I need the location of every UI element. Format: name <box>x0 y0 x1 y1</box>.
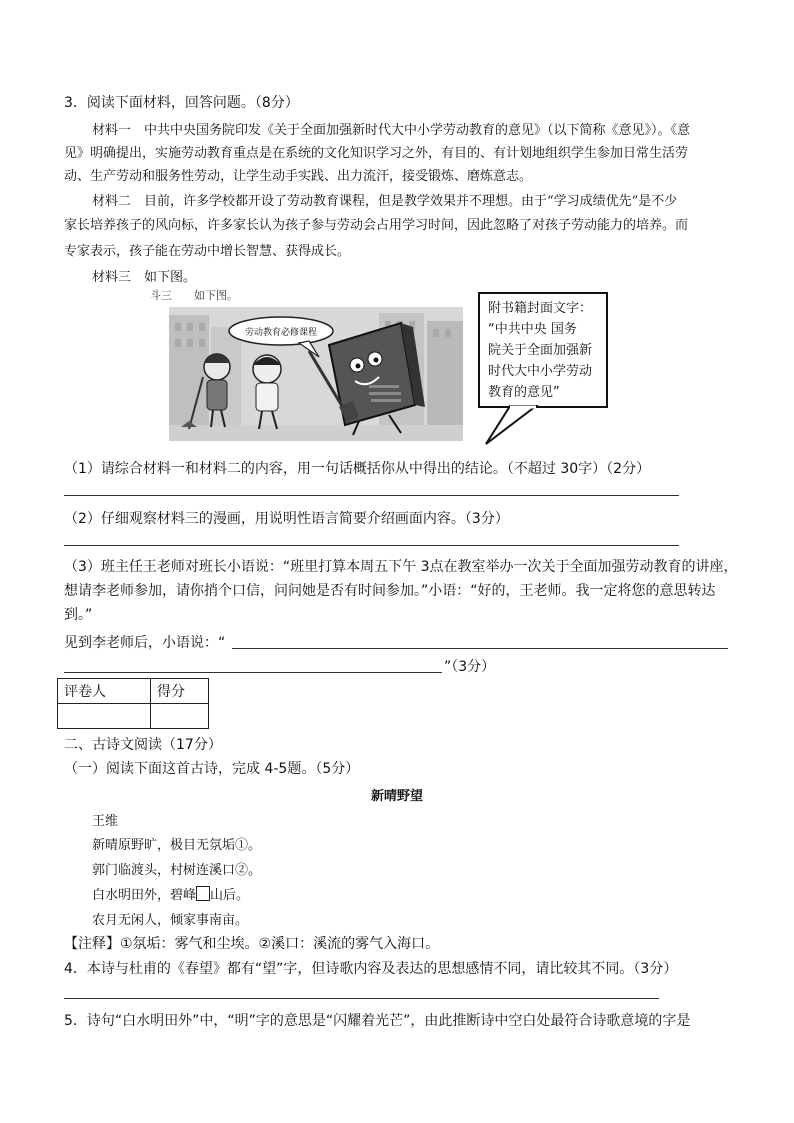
material-2-line-3: 专家表示，孩子能在劳动中增长智慧、获得成长。 <box>64 244 351 259</box>
poem-line-3-end: 山后。 <box>210 888 250 903</box>
question-5: 5．诗句“白水明田外”中，“明”字的意思是“闪耀着光芒”，由此推断诗中空白处最符合诗歌意境的字是 <box>64 1013 691 1029</box>
answer-line-1[interactable] <box>64 495 679 496</box>
answer-line-3b[interactable] <box>64 672 442 673</box>
poem-line-4: 农月无闲人，倾家事南亩。 <box>92 913 249 928</box>
sub-question-2: （2）仔细观察材料三的漫画，用说明性语言简要介绍画面内容。（3分） <box>64 511 509 527</box>
sub-question-3-line-1: （3）班主任王老师对班长小语说：“班里打算本周五下午 3点在教室举办一次关于全面加强劳动教育的讲座， <box>64 559 738 575</box>
material-3-label: 材料三 如下图。 <box>92 270 197 285</box>
material-1-line-3: 动、生产劳动和服务性劳动，让学生动手实践、出力流汗，接受锻炼、磨炼意志。 <box>64 169 533 184</box>
poem-line-2: 郭门临渡头，村树连溪口②。 <box>92 863 262 878</box>
callout-line-1: 附书籍封面文字： <box>488 301 593 316</box>
answer-line-2[interactable] <box>64 545 679 546</box>
poem-notes: 【注释】①氛垢：雾气和尘埃。②溪口：溪流的雾气入海口。 <box>64 936 440 952</box>
sub-question-3-points: ”（3分） <box>444 659 496 675</box>
material-1-line-1: 材料一 中共中央国务院印发《关于全面加强新时代大中小学劳动教育的意见》（以下简称《意见》）。《意 <box>92 123 691 138</box>
sub-question-3-line-3: 到。” <box>64 607 93 623</box>
material-2-line-1: 材料二 目前，许多学校都开设了劳动教育课程，但是教学效果并不理想。由于“学习成绩优先”是不少 <box>92 194 678 209</box>
material-1-line-2: 见》明确提出，实施劳动教育重点是在系统的文化知识学习之外，有目的、有计划地组织学生参加日常生活劳 <box>64 146 689 161</box>
cartoon-illustration <box>169 307 463 441</box>
answer-line-3a[interactable] <box>232 648 728 649</box>
blank-character-box[interactable] <box>196 886 210 901</box>
material-3-scan-caption: 斗三 如下图。 <box>150 289 238 302</box>
callout-line-5: 教育的意见” <box>488 385 560 400</box>
poem-title: 新晴野望 <box>370 789 423 804</box>
poem-author: 王维 <box>92 814 119 829</box>
answer-line-4[interactable] <box>64 998 659 999</box>
sub-question-3-line-2: 想请李老师参加，请你捎个口信，问问她是否有时间参加。”小语：“好的，王老师。我一定将您的意思转达 <box>64 583 716 599</box>
labor-education-cartoon <box>169 307 463 441</box>
poem-line-3-start: 白水明田外，碧峰 <box>92 888 197 903</box>
callout-line-4: 时代大中小学劳动 <box>488 364 593 379</box>
cartoon-bubble-text: 劳动教育必修课程 <box>244 328 318 338</box>
reviewer-header: 评卷人 <box>58 679 151 704</box>
callout-pointer <box>480 404 540 446</box>
poem-line-3 <box>92 884 249 903</box>
score-cell[interactable] <box>151 704 209 729</box>
section-2-part-1: （一）阅读下面这首古诗，完成 4-5题。（5分） <box>64 761 360 777</box>
callout-line-2: “中共中央 国务 <box>488 322 577 337</box>
sub-question-1: （1）请综合材料一和材料二的内容，用一句话概括你从中得出的结论。（不超过 30字）（2分） <box>64 461 651 477</box>
question-4: 4．本诗与杜甫的《春望》都有“望”字，但诗歌内容及表达的思想感情不同，请比较其不同。（3分） <box>64 961 678 977</box>
poem-line-1: 新晴原野旷，极目无氛垢①。 <box>92 838 262 853</box>
sub-question-3-line-4: 见到李老师后，小语说：“ <box>64 635 226 651</box>
material-2-line-2: 家长培养孩子的风向标，许多家长认为孩子参与劳动会占用学习时间，因此忽略了对孩子劳动能力的培养。而 <box>64 218 689 233</box>
callout-line-3: 院关于全面加强新 <box>488 343 593 358</box>
question-3-heading: 3．阅读下面材料，回答问题。（8分） <box>64 95 299 111</box>
reviewer-cell[interactable] <box>58 704 151 729</box>
score-header: 得分 <box>151 679 209 704</box>
book-cover-callout <box>478 292 608 408</box>
grading-table <box>57 678 209 729</box>
section-2-heading: 二、古诗文阅读（17分） <box>64 737 222 753</box>
